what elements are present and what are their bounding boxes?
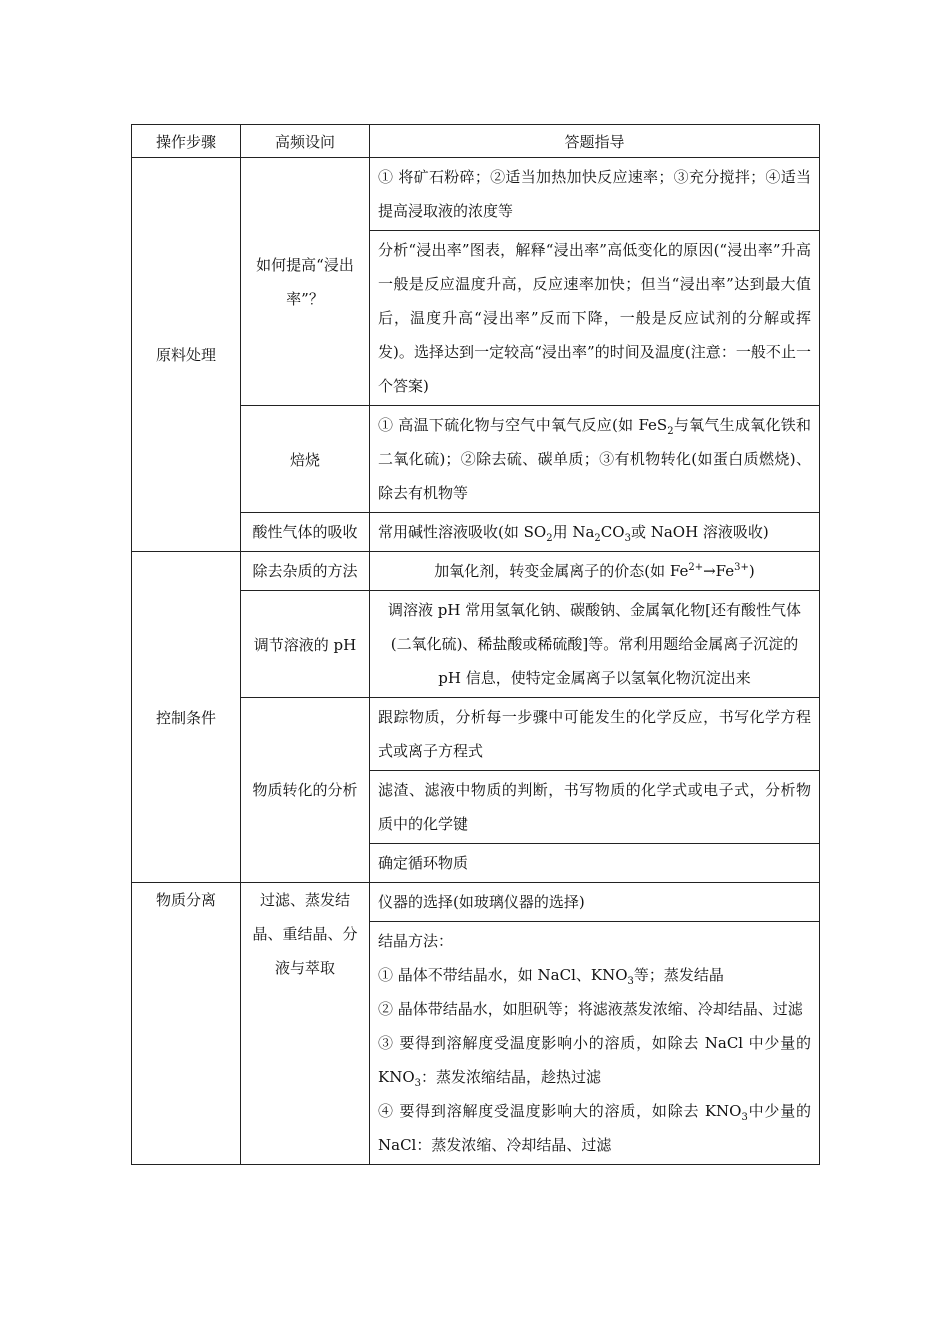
answer-cell: [370, 552, 820, 591]
answer-sep-1: 仪器的选择(如玻璃仪器的选择): [378, 893, 585, 911]
answer-cell: [370, 922, 820, 1165]
table-row: [132, 883, 820, 922]
answer-crystallization: [370, 922, 819, 1164]
table-row: [132, 158, 820, 231]
answer-leach-1: ① 将矿石粉碎；②适当加热加快反应速率；③充分搅拌；④适当提高浸取液的浓度等: [378, 168, 811, 220]
cryst-item-3: ③ 要得到溶解度受温度影响小的溶质，如除去 NaCl 中少量的 $KNO_3$：蒸发浓缩结晶，趁热过滤: [378, 1034, 811, 1089]
question-transform: 物质转化的分析: [241, 698, 370, 883]
answer-cell: [370, 406, 820, 513]
answer-roast: ① 高温下硫化物与空气中氧气反应(如 FeS$_2$与氧气生成氧化铁和二氧化硫)；②除去硫、碳单质；③有机物转化(如蛋白质燃烧)、除去有机物等: [378, 416, 811, 502]
cryst-item-1: ① 晶体不带结晶水，如 NaCl、$KNO_3$等；蒸发结晶: [378, 966, 724, 987]
cryst-title: 结晶方法：: [378, 932, 454, 950]
answer-cell: [370, 231, 820, 406]
question-roast: 焙烧: [241, 406, 370, 513]
header-question: 高频设问: [241, 125, 370, 158]
answer-cell: [370, 883, 820, 922]
answer-cell: [370, 591, 820, 698]
answer-transform-3: 确定循环物质: [378, 854, 469, 872]
step-separation: 物质分离: [132, 883, 241, 1165]
cryst-item-2: ② 晶体带结晶水，如胆矾等；将滤液蒸发浓缩、冷却结晶、过滤: [378, 1000, 803, 1018]
answer-cell: [370, 771, 820, 844]
answer-transform-1: 跟踪物质，分析每一步骤中可能发生的化学反应，书写化学方程式或离子方程式: [378, 708, 811, 760]
answer-cell: [370, 158, 820, 231]
arrow-icon: →: [703, 562, 716, 580]
summary-table: [131, 124, 820, 1165]
question-impurity: 除去杂质的方法: [241, 552, 370, 591]
header-row: [132, 125, 820, 158]
answer-transform-2: 滤渣、滤液中物质的判断，书写物质的化学式或电子式，分析物质中的化学键: [378, 781, 811, 833]
answer-impurity: 加氧化剂，转变金属离子的价态(如 $Fe^{2+}\to Fe^{3+}$): [434, 562, 755, 580]
header-step: 操作步骤: [132, 125, 241, 158]
step-raw: 原料处理: [132, 158, 241, 552]
answer-leach-2: 分析“浸出率”图表，解释“浸出率”高低变化的原因(“浸出率”升高一般是反应温度升高，反应速率加快；但当“浸出率”达到最大值后，温度升高“浸出率”反而下降，一般是反应试剂的分解或挥发)。选择达到一定较高“浸出率”的时间及温度(注意：一般不止一个答案): [378, 241, 811, 395]
step-control: 控制条件: [132, 552, 241, 883]
answer-gas: 常用碱性溶液吸收(如 $SO_2$用 $Na_2CO_3$或 NaOH 溶液吸收): [378, 523, 769, 544]
question-gas: 酸性气体的吸收: [241, 513, 370, 552]
cryst-item-4: ④ 要得到溶解度受温度影响大的溶质，如除去 $KNO_3$中少量的 NaCl：蒸发浓缩、冷却结晶、过滤: [378, 1102, 811, 1154]
answer-cell: [370, 513, 820, 552]
answer-ph: 调溶液 pH 常用氢氧化钠、碳酸钠、金属氧化物[还有酸性气体(二氧化硫)、稀盐酸或稀硫酸]等。常利用题给金属离子沉淀的 pH 信息，使特定金属离子以氢氧化物沉淀出来: [387, 601, 802, 687]
answer-cell: [370, 844, 820, 883]
question-separation: 过滤、蒸发结晶、重结晶、分液与萃取: [241, 883, 370, 1165]
question-ph: 调节溶液的 pH: [241, 591, 370, 698]
question-leach: 如何提高“浸出率”？: [241, 158, 370, 406]
header-guide: 答题指导: [370, 125, 820, 158]
answer-cell: [370, 698, 820, 771]
table-row: [132, 552, 820, 591]
